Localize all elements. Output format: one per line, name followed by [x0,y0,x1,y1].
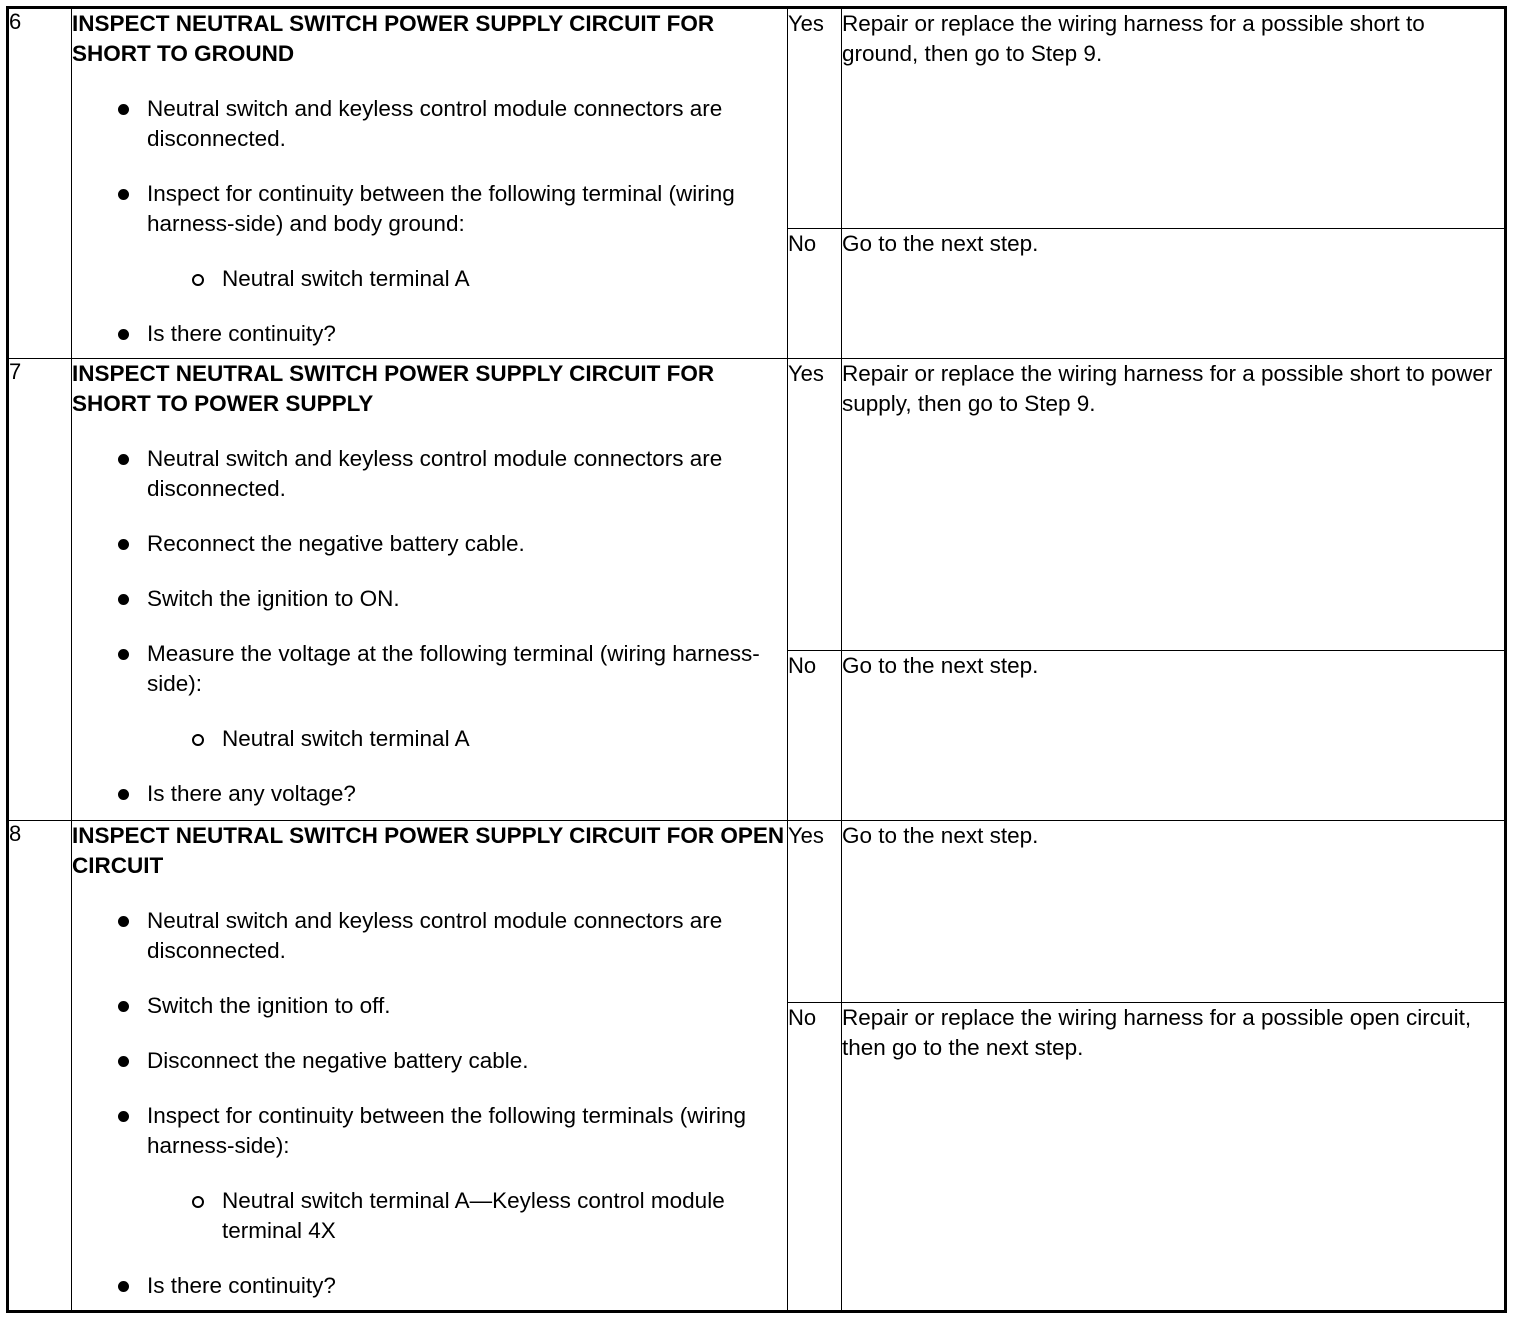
checklist-item [147,529,787,559]
checklist-item [147,1271,787,1301]
checklist-item [147,779,787,809]
checklist-item [147,94,787,154]
checklist-item [147,1101,787,1246]
sub-checklist-item: Neutral switch terminal A [222,264,787,294]
no-result: Go to the next step. [842,229,1506,359]
yes-label: Yes [788,8,842,229]
checklist-item-text: Measure the voltage at the following terminal (wiring harness-side): [147,641,760,696]
step-6-yes-row [8,8,1506,229]
sub-checklist-item: Neutral switch terminal A—Keyless control module terminal 4X [222,1186,787,1246]
no-result: Repair or replace the wiring harness for a possible open circuit, then go to the next step. [842,1003,1506,1312]
checklist-item-text: Inspect for continuity between the following terminals (wiring harness-side): [147,1103,747,1158]
step-8-yes-row [8,821,1506,1003]
step-6-checklist [72,94,787,349]
step-8-action [72,821,788,1312]
sub-checklist [147,724,787,754]
checklist-item-text: Neutral switch and keyless control module connectors are disconnected. [147,908,723,963]
checklist-item-text: Disconnect the negative battery cable. [147,1048,529,1073]
step-number: 6 [8,8,72,359]
checklist-item-text: Switch the ignition to off. [147,993,391,1018]
sub-checklist-item: Neutral switch terminal A [222,724,787,754]
no-result: Go to the next step. [842,651,1506,821]
checklist-item [147,584,787,614]
no-label: No [788,651,842,821]
checklist-item [147,319,787,349]
diagnostic-table [6,6,1507,1313]
checklist-item-text: Is there any voltage? [147,781,356,806]
yes-result: Go to the next step. [842,821,1506,1003]
checklist-item-text: Neutral switch and keyless control module connectors are disconnected. [147,96,723,151]
yes-result: Repair or replace the wiring harness for a possible short to power supply, then go to Step 9. [842,359,1506,651]
sub-checklist [147,264,787,294]
checklist-item [147,906,787,966]
checklist-item [147,1046,787,1076]
checklist-item-text: Is there continuity? [147,321,336,346]
checklist-item [147,991,787,1021]
checklist-item [147,444,787,504]
step-number: 7 [8,359,72,821]
step-title: INSPECT NEUTRAL SWITCH POWER SUPPLY CIRCUIT FOR SHORT TO GROUND [72,11,715,66]
no-label: No [788,229,842,359]
checklist-item-text: Is there continuity? [147,1273,336,1298]
checklist-item-text: Switch the ignition to ON. [147,586,400,611]
checklist-item [147,639,787,754]
step-7-action [72,359,788,821]
yes-label: Yes [788,821,842,1003]
yes-result: Repair or replace the wiring harness for a possible short to ground, then go to Step 9. [842,8,1506,229]
step-6-action [72,8,788,359]
step-title: INSPECT NEUTRAL SWITCH POWER SUPPLY CIRCUIT FOR OPEN CIRCUIT [72,823,785,878]
checklist-item-text: Inspect for continuity between the following terminal (wiring harness-side) and body ground: [147,181,735,236]
step-7-yes-row [8,359,1506,651]
checklist-item [147,179,787,294]
step-title: INSPECT NEUTRAL SWITCH POWER SUPPLY CIRCUIT FOR SHORT TO POWER SUPPLY [72,361,715,416]
checklist-item-text: Neutral switch and keyless control module connectors are disconnected. [147,446,723,501]
checklist-item-text: Reconnect the negative battery cable. [147,531,525,556]
no-label: No [788,1003,842,1312]
step-number: 8 [8,821,72,1312]
yes-label: Yes [788,359,842,651]
sub-checklist [147,1186,787,1246]
step-8-checklist [72,906,787,1301]
step-7-checklist [72,444,787,809]
